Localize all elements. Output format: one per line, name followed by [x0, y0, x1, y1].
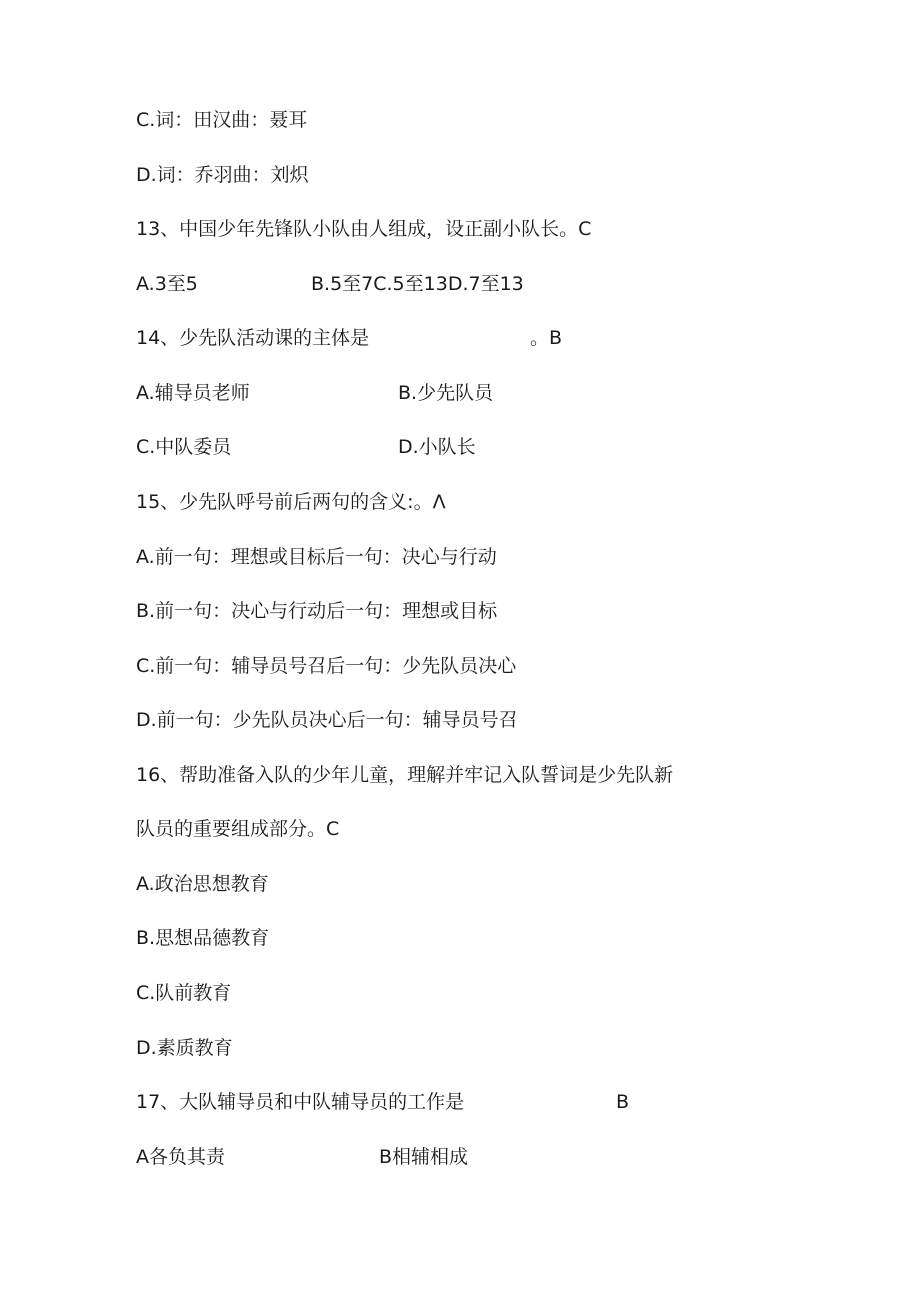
q12-option-d: D.词：乔羽曲：刘炽 — [136, 164, 309, 186]
q14-option-d: D.小队长 — [398, 436, 476, 458]
q16-option-b: B.思想品德教育 — [136, 927, 270, 949]
q13-option-a: A.3至5 — [136, 273, 198, 295]
q15-option-d: D.前一句：少先队员决心后一句：辅导员号召 — [136, 709, 518, 731]
q15-option-b: B.前一句：决心与行动后一句：理想或目标 — [136, 600, 498, 622]
q14-question: 14、少先队活动课的主体是 — [136, 327, 370, 349]
q13-question: 13、中国少年先锋队小队由人组成，设正副小队长。C — [136, 218, 592, 240]
q14-answer: 。B — [530, 327, 563, 349]
q12-option-c: C.词：田汉曲：聂耳 — [136, 109, 308, 131]
q17-option-a: A各负其责 — [136, 1146, 225, 1168]
q16-question-line1: 16、帮助准备入队的少年儿童，理解并牢记入队誓词是少先队新 — [136, 764, 674, 786]
q14-option-c: C.中队委员 — [136, 436, 232, 458]
q16-option-c: C.队前教育 — [136, 982, 232, 1004]
q16-option-a: A.政治思想教育 — [136, 873, 269, 895]
q15-question: 15、少先队呼号前后两句的含义:。Λ — [136, 491, 446, 513]
q17-answer: B — [616, 1091, 630, 1113]
q15-option-c: C.前一句：辅导员号召后一句：少先队员决心 — [136, 655, 517, 677]
q17-option-b: B相辅相成 — [379, 1146, 469, 1168]
q17-question: 17、大队辅导员和中队辅导员的工作是 — [136, 1091, 465, 1113]
q13-options-bcd: B.5至7C.5至13D.7至13 — [311, 273, 524, 295]
q14-option-b: B.少先队员 — [398, 382, 494, 404]
q15-option-a: A.前一句：理想或目标后一句：决心与行动 — [136, 546, 497, 568]
q14-option-a: A.辅导员老师 — [136, 382, 250, 404]
q16-option-d: D.素质教育 — [136, 1037, 233, 1059]
q16-question-line2: 队员的重要组成部分。C — [136, 818, 340, 840]
